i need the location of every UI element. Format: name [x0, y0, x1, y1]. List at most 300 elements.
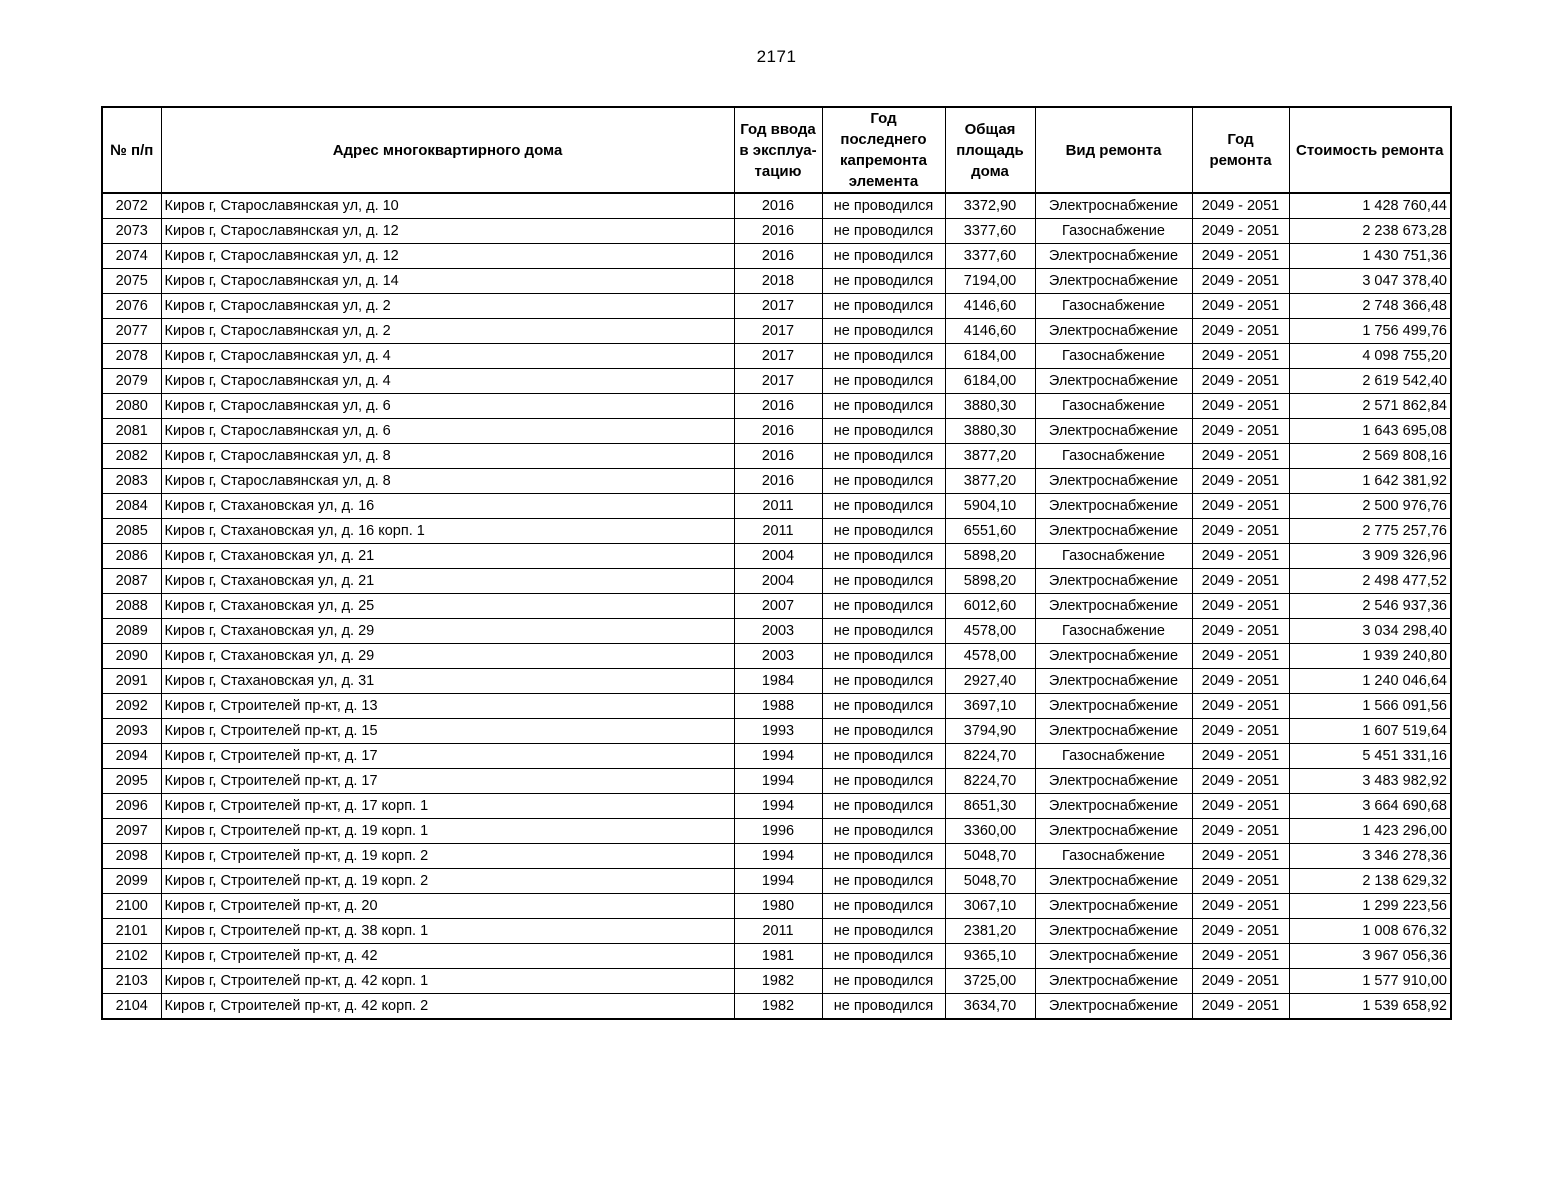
cell-cost: 1 642 381,92: [1289, 469, 1451, 494]
cell-repair-year: 2049 - 2051: [1192, 519, 1289, 544]
cell-address: Киров г, Старославянская ул, д. 12: [161, 244, 734, 269]
cell-num: 2089: [102, 619, 161, 644]
cell-repair-year: 2049 - 2051: [1192, 219, 1289, 244]
table-row: [102, 669, 1451, 694]
cell-cost: 1 008 676,32: [1289, 919, 1451, 944]
cell-address: Киров г, Старославянская ул, д. 12: [161, 219, 734, 244]
cell-address: Киров г, Старославянская ул, д. 4: [161, 344, 734, 369]
cell-address: Киров г, Старославянская ул, д. 14: [161, 269, 734, 294]
cell-area: 7194,00: [945, 269, 1035, 294]
cell-last-repair: не проводился: [822, 719, 945, 744]
cell-repair-type: Электроснабжение: [1035, 193, 1192, 219]
cell-last-repair: не проводился: [822, 444, 945, 469]
header-cost: Стоимость ремонта: [1289, 107, 1451, 193]
table-row: [102, 994, 1451, 1020]
cell-repair-type: Электроснабжение: [1035, 519, 1192, 544]
cell-area: 8651,30: [945, 794, 1035, 819]
cell-year-commissioned: 1994: [734, 869, 822, 894]
cell-cost: 2 748 366,48: [1289, 294, 1451, 319]
cell-num: 2091: [102, 669, 161, 694]
cell-num: 2092: [102, 694, 161, 719]
cell-last-repair: не проводился: [822, 544, 945, 569]
cell-area: 3880,30: [945, 419, 1035, 444]
table-row: [102, 369, 1451, 394]
cell-address: Киров г, Старославянская ул, д. 6: [161, 394, 734, 419]
cell-repair-type: Электроснабжение: [1035, 594, 1192, 619]
cell-cost: 3 967 056,36: [1289, 944, 1451, 969]
cell-repair-type: Электроснабжение: [1035, 819, 1192, 844]
cell-repair-type: Электроснабжение: [1035, 919, 1192, 944]
cell-year-commissioned: 1982: [734, 994, 822, 1020]
cell-year-commissioned: 2017: [734, 344, 822, 369]
cell-address: Киров г, Строителей пр-кт, д. 17: [161, 744, 734, 769]
cell-cost: 1 939 240,80: [1289, 644, 1451, 669]
cell-cost: 3 346 278,36: [1289, 844, 1451, 869]
cell-repair-type: Электроснабжение: [1035, 494, 1192, 519]
cell-year-commissioned: 2011: [734, 494, 822, 519]
cell-area: 5898,20: [945, 569, 1035, 594]
cell-year-commissioned: 1981: [734, 944, 822, 969]
cell-area: 5048,70: [945, 844, 1035, 869]
cell-address: Киров г, Стахановская ул, д. 16: [161, 494, 734, 519]
cell-last-repair: не проводился: [822, 193, 945, 219]
cell-area: 4146,60: [945, 294, 1035, 319]
cell-year-commissioned: 1996: [734, 819, 822, 844]
cell-num: 2099: [102, 869, 161, 894]
cell-address: Киров г, Стахановская ул, д. 21: [161, 544, 734, 569]
table-row: [102, 244, 1451, 269]
cell-repair-type: Электроснабжение: [1035, 644, 1192, 669]
cell-cost: 5 451 331,16: [1289, 744, 1451, 769]
cell-year-commissioned: 2017: [734, 319, 822, 344]
cell-repair-year: 2049 - 2051: [1192, 919, 1289, 944]
cell-year-commissioned: 1994: [734, 794, 822, 819]
cell-year-commissioned: 1982: [734, 969, 822, 994]
cell-address: Киров г, Стахановская ул, д. 29: [161, 619, 734, 644]
cell-num: 2079: [102, 369, 161, 394]
page-number: 2171: [756, 47, 797, 66]
cell-num: 2086: [102, 544, 161, 569]
cell-repair-year: 2049 - 2051: [1192, 869, 1289, 894]
cell-year-commissioned: 1994: [734, 844, 822, 869]
cell-repair-year: 2049 - 2051: [1192, 494, 1289, 519]
cell-repair-type: Электроснабжение: [1035, 669, 1192, 694]
cell-repair-year: 2049 - 2051: [1192, 619, 1289, 644]
cell-cost: 1 607 519,64: [1289, 719, 1451, 744]
cell-area: 4578,00: [945, 619, 1035, 644]
cell-cost: 2 238 673,28: [1289, 219, 1451, 244]
cell-year-commissioned: 2011: [734, 519, 822, 544]
cell-cost: 1 299 223,56: [1289, 894, 1451, 919]
cell-area: 3377,60: [945, 219, 1035, 244]
cell-repair-year: 2049 - 2051: [1192, 844, 1289, 869]
cell-area: 3372,90: [945, 193, 1035, 219]
cell-address: Киров г, Строителей пр-кт, д. 15: [161, 719, 734, 744]
table-row: [102, 794, 1451, 819]
cell-repair-year: 2049 - 2051: [1192, 719, 1289, 744]
cell-area: 3377,60: [945, 244, 1035, 269]
cell-num: 2084: [102, 494, 161, 519]
cell-address: Киров г, Строителей пр-кт, д. 42: [161, 944, 734, 969]
cell-last-repair: не проводился: [822, 744, 945, 769]
cell-repair-type: Электроснабжение: [1035, 719, 1192, 744]
cell-address: Киров г, Строителей пр-кт, д. 42 корп. 2: [161, 994, 734, 1020]
cell-cost: 1 539 658,92: [1289, 994, 1451, 1020]
cell-num: 2102: [102, 944, 161, 969]
cell-last-repair: не проводился: [822, 994, 945, 1020]
cell-year-commissioned: 1994: [734, 769, 822, 794]
table-row: [102, 619, 1451, 644]
cell-cost: 3 034 298,40: [1289, 619, 1451, 644]
cell-year-commissioned: 2016: [734, 469, 822, 494]
table-row: [102, 869, 1451, 894]
cell-num: 2096: [102, 794, 161, 819]
table-row: [102, 894, 1451, 919]
cell-cost: 1 566 091,56: [1289, 694, 1451, 719]
cell-num: 2082: [102, 444, 161, 469]
cell-year-commissioned: 2018: [734, 269, 822, 294]
cell-year-commissioned: 2004: [734, 569, 822, 594]
cell-last-repair: не проводился: [822, 419, 945, 444]
table-row: [102, 419, 1451, 444]
header-repair-year: Год ремонта: [1192, 107, 1289, 193]
cell-last-repair: не проводился: [822, 269, 945, 294]
cell-cost: 1 756 499,76: [1289, 319, 1451, 344]
cell-repair-type: Газоснабжение: [1035, 444, 1192, 469]
cell-last-repair: не проводился: [822, 244, 945, 269]
cell-last-repair: не проводился: [822, 694, 945, 719]
cell-num: 2098: [102, 844, 161, 869]
cell-cost: 4 098 755,20: [1289, 344, 1451, 369]
cell-repair-year: 2049 - 2051: [1192, 544, 1289, 569]
cell-repair-year: 2049 - 2051: [1192, 344, 1289, 369]
cell-area: 3880,30: [945, 394, 1035, 419]
cell-last-repair: не проводился: [822, 944, 945, 969]
cell-cost: 3 047 378,40: [1289, 269, 1451, 294]
table-row: [102, 269, 1451, 294]
cell-repair-year: 2049 - 2051: [1192, 944, 1289, 969]
cell-repair-type: Электроснабжение: [1035, 419, 1192, 444]
cell-area: 5904,10: [945, 494, 1035, 519]
cell-repair-type: Газоснабжение: [1035, 294, 1192, 319]
cell-last-repair: не проводился: [822, 844, 945, 869]
cell-address: Киров г, Строителей пр-кт, д. 19 корп. 2: [161, 869, 734, 894]
cell-cost: 1 577 910,00: [1289, 969, 1451, 994]
cell-area: 3794,90: [945, 719, 1035, 744]
header-area: Общая площадь дома: [945, 107, 1035, 193]
cell-cost: 2 500 976,76: [1289, 494, 1451, 519]
cell-repair-year: 2049 - 2051: [1192, 969, 1289, 994]
cell-cost: 1 423 296,00: [1289, 819, 1451, 844]
table-row: [102, 469, 1451, 494]
cell-area: 5898,20: [945, 544, 1035, 569]
table-row: [102, 719, 1451, 744]
cell-repair-type: Газоснабжение: [1035, 394, 1192, 419]
cell-address: Киров г, Стахановская ул, д. 21: [161, 569, 734, 594]
cell-cost: 2 619 542,40: [1289, 369, 1451, 394]
cell-last-repair: не проводился: [822, 619, 945, 644]
cell-last-repair: не проводился: [822, 394, 945, 419]
cell-address: Киров г, Строителей пр-кт, д. 20: [161, 894, 734, 919]
cell-year-commissioned: 2011: [734, 919, 822, 944]
cell-year-commissioned: 2004: [734, 544, 822, 569]
cell-year-commissioned: 2016: [734, 394, 822, 419]
cell-repair-year: 2049 - 2051: [1192, 294, 1289, 319]
cell-repair-type: Электроснабжение: [1035, 694, 1192, 719]
cell-address: Киров г, Стахановская ул, д. 31: [161, 669, 734, 694]
cell-repair-type: Электроснабжение: [1035, 894, 1192, 919]
cell-year-commissioned: 2017: [734, 369, 822, 394]
cell-repair-type: Электроснабжение: [1035, 969, 1192, 994]
cell-address: Киров г, Строителей пр-кт, д. 42 корп. 1: [161, 969, 734, 994]
cell-address: Киров г, Старославянская ул, д. 8: [161, 444, 734, 469]
cell-repair-type: Газоснабжение: [1035, 744, 1192, 769]
table-row: [102, 494, 1451, 519]
cell-address: Киров г, Стахановская ул, д. 25: [161, 594, 734, 619]
cell-address: Киров г, Старославянская ул, д. 4: [161, 369, 734, 394]
cell-year-commissioned: 1980: [734, 894, 822, 919]
cell-repair-year: 2049 - 2051: [1192, 419, 1289, 444]
cell-last-repair: не проводился: [822, 344, 945, 369]
cell-last-repair: не проводился: [822, 669, 945, 694]
cell-num: 2073: [102, 219, 161, 244]
cell-cost: 3 909 326,96: [1289, 544, 1451, 569]
cell-repair-year: 2049 - 2051: [1192, 694, 1289, 719]
cell-address: Киров г, Старославянская ул, д. 2: [161, 294, 734, 319]
cell-repair-year: 2049 - 2051: [1192, 769, 1289, 794]
cell-area: 3360,00: [945, 819, 1035, 844]
cell-area: 3877,20: [945, 469, 1035, 494]
cell-year-commissioned: 2003: [734, 619, 822, 644]
cell-cost: 2 569 808,16: [1289, 444, 1451, 469]
cell-repair-year: 2049 - 2051: [1192, 469, 1289, 494]
cell-area: 4146,60: [945, 319, 1035, 344]
cell-address: Киров г, Строителей пр-кт, д. 19 корп. 1: [161, 819, 734, 844]
cell-num: 2088: [102, 594, 161, 619]
cell-area: 6551,60: [945, 519, 1035, 544]
cell-area: 6184,00: [945, 344, 1035, 369]
header-row: [102, 107, 1451, 193]
table-row: [102, 594, 1451, 619]
header-num: № п/п: [102, 107, 161, 193]
table-row: [102, 344, 1451, 369]
cell-num: 2103: [102, 969, 161, 994]
cell-last-repair: не проводился: [822, 969, 945, 994]
cell-address: Киров г, Старославянская ул, д. 2: [161, 319, 734, 344]
cell-year-commissioned: 2016: [734, 244, 822, 269]
cell-area: 3697,10: [945, 694, 1035, 719]
cell-num: 2094: [102, 744, 161, 769]
cell-address: Киров г, Строителей пр-кт, д. 13: [161, 694, 734, 719]
cell-address: Киров г, Строителей пр-кт, д. 17 корп. 1: [161, 794, 734, 819]
cell-last-repair: не проводился: [822, 319, 945, 344]
cell-num: 2104: [102, 994, 161, 1020]
repair-register-table: [101, 106, 1452, 1020]
cell-num: 2074: [102, 244, 161, 269]
cell-repair-year: 2049 - 2051: [1192, 369, 1289, 394]
header-year-commissioned: Год ввода в эксплуа-тацию: [734, 107, 822, 193]
cell-area: 4578,00: [945, 644, 1035, 669]
cell-last-repair: не проводился: [822, 369, 945, 394]
cell-repair-type: Электроснабжение: [1035, 469, 1192, 494]
cell-repair-year: 2049 - 2051: [1192, 594, 1289, 619]
cell-repair-year: 2049 - 2051: [1192, 744, 1289, 769]
cell-address: Киров г, Старославянская ул, д. 6: [161, 419, 734, 444]
cell-num: 2083: [102, 469, 161, 494]
cell-year-commissioned: 1984: [734, 669, 822, 694]
cell-repair-type: Газоснабжение: [1035, 544, 1192, 569]
cell-address: Киров г, Строителей пр-кт, д. 38 корп. 1: [161, 919, 734, 944]
cell-num: 2075: [102, 269, 161, 294]
table-header: [102, 107, 1451, 193]
cell-last-repair: не проводился: [822, 494, 945, 519]
cell-last-repair: не проводился: [822, 769, 945, 794]
table-row: [102, 219, 1451, 244]
cell-cost: 1 643 695,08: [1289, 419, 1451, 444]
cell-cost: 2 498 477,52: [1289, 569, 1451, 594]
cell-num: 2100: [102, 894, 161, 919]
table-row: [102, 919, 1451, 944]
table-row: [102, 694, 1451, 719]
cell-num: 2093: [102, 719, 161, 744]
cell-area: 2927,40: [945, 669, 1035, 694]
table-row: [102, 294, 1451, 319]
cell-last-repair: не проводился: [822, 894, 945, 919]
cell-num: 2077: [102, 319, 161, 344]
cell-area: 8224,70: [945, 769, 1035, 794]
cell-num: 2097: [102, 819, 161, 844]
cell-repair-year: 2049 - 2051: [1192, 569, 1289, 594]
table-row: [102, 944, 1451, 969]
cell-year-commissioned: 1993: [734, 719, 822, 744]
cell-last-repair: не проводился: [822, 294, 945, 319]
cell-repair-type: Электроснабжение: [1035, 794, 1192, 819]
cell-repair-type: Электроснабжение: [1035, 244, 1192, 269]
cell-year-commissioned: 2017: [734, 294, 822, 319]
table-row: [102, 319, 1451, 344]
table-row: [102, 394, 1451, 419]
cell-last-repair: не проводился: [822, 919, 945, 944]
table-row: [102, 193, 1451, 219]
table-row: [102, 569, 1451, 594]
cell-last-repair: не проводился: [822, 594, 945, 619]
cell-num: 2087: [102, 569, 161, 594]
table-row: [102, 769, 1451, 794]
cell-cost: 2 571 862,84: [1289, 394, 1451, 419]
cell-area: 3067,10: [945, 894, 1035, 919]
cell-cost: 2 546 937,36: [1289, 594, 1451, 619]
table-row: [102, 819, 1451, 844]
cell-num: 2078: [102, 344, 161, 369]
cell-repair-type: Электроснабжение: [1035, 769, 1192, 794]
cell-repair-type: Электроснабжение: [1035, 369, 1192, 394]
table-row: [102, 644, 1451, 669]
cell-repair-type: Газоснабжение: [1035, 344, 1192, 369]
table-row: [102, 519, 1451, 544]
cell-num: 2081: [102, 419, 161, 444]
cell-repair-type: Газоснабжение: [1035, 219, 1192, 244]
cell-address: Киров г, Строителей пр-кт, д. 19 корп. 2: [161, 844, 734, 869]
cell-repair-year: 2049 - 2051: [1192, 794, 1289, 819]
cell-last-repair: не проводился: [822, 519, 945, 544]
cell-area: 5048,70: [945, 869, 1035, 894]
cell-last-repair: не проводился: [822, 469, 945, 494]
cell-repair-type: Газоснабжение: [1035, 619, 1192, 644]
cell-address: Киров г, Стахановская ул, д. 29: [161, 644, 734, 669]
cell-address: Киров г, Старославянская ул, д. 8: [161, 469, 734, 494]
cell-repair-type: Газоснабжение: [1035, 844, 1192, 869]
cell-area: 3725,00: [945, 969, 1035, 994]
cell-cost: 2 775 257,76: [1289, 519, 1451, 544]
cell-area: 6184,00: [945, 369, 1035, 394]
cell-repair-year: 2049 - 2051: [1192, 644, 1289, 669]
table-row: [102, 844, 1451, 869]
table-body: [102, 193, 1451, 1019]
cell-num: 2085: [102, 519, 161, 544]
cell-area: 2381,20: [945, 919, 1035, 944]
cell-repair-year: 2049 - 2051: [1192, 444, 1289, 469]
cell-repair-year: 2049 - 2051: [1192, 319, 1289, 344]
cell-year-commissioned: 2003: [734, 644, 822, 669]
cell-repair-year: 2049 - 2051: [1192, 193, 1289, 219]
cell-repair-type: Электроснабжение: [1035, 269, 1192, 294]
cell-repair-year: 2049 - 2051: [1192, 244, 1289, 269]
cell-repair-type: Электроснабжение: [1035, 569, 1192, 594]
cell-cost: 3 483 982,92: [1289, 769, 1451, 794]
cell-year-commissioned: 2007: [734, 594, 822, 619]
cell-area: 8224,70: [945, 744, 1035, 769]
cell-last-repair: не проводился: [822, 869, 945, 894]
cell-last-repair: не проводился: [822, 819, 945, 844]
table-row: [102, 444, 1451, 469]
cell-repair-type: Электроснабжение: [1035, 944, 1192, 969]
table-row: [102, 744, 1451, 769]
cell-cost: 1 428 760,44: [1289, 193, 1451, 219]
cell-area: 3877,20: [945, 444, 1035, 469]
cell-repair-year: 2049 - 2051: [1192, 994, 1289, 1020]
cell-num: 2101: [102, 919, 161, 944]
cell-last-repair: не проводился: [822, 794, 945, 819]
cell-repair-year: 2049 - 2051: [1192, 894, 1289, 919]
cell-num: 2090: [102, 644, 161, 669]
cell-address: Киров г, Старославянская ул, д. 10: [161, 193, 734, 219]
cell-repair-type: Электроснабжение: [1035, 319, 1192, 344]
table-row: [102, 544, 1451, 569]
cell-cost: 1 430 751,36: [1289, 244, 1451, 269]
cell-year-commissioned: 1988: [734, 694, 822, 719]
cell-address: Киров г, Стахановская ул, д. 16 корп. 1: [161, 519, 734, 544]
cell-repair-year: 2049 - 2051: [1192, 819, 1289, 844]
cell-area: 3634,70: [945, 994, 1035, 1020]
cell-last-repair: не проводился: [822, 644, 945, 669]
cell-last-repair: не проводился: [822, 219, 945, 244]
cell-area: 9365,10: [945, 944, 1035, 969]
cell-last-repair: не проводился: [822, 569, 945, 594]
cell-num: 2095: [102, 769, 161, 794]
cell-repair-year: 2049 - 2051: [1192, 394, 1289, 419]
cell-cost: 2 138 629,32: [1289, 869, 1451, 894]
cell-year-commissioned: 2016: [734, 193, 822, 219]
table-row: [102, 969, 1451, 994]
cell-num: 2080: [102, 394, 161, 419]
cell-repair-year: 2049 - 2051: [1192, 269, 1289, 294]
cell-repair-type: Электроснабжение: [1035, 869, 1192, 894]
cell-num: 2076: [102, 294, 161, 319]
cell-address: Киров г, Строителей пр-кт, д. 17: [161, 769, 734, 794]
cell-cost: 1 240 046,64: [1289, 669, 1451, 694]
header-last-repair: Год последнего капремонта элемента: [822, 107, 945, 193]
cell-year-commissioned: 2016: [734, 219, 822, 244]
